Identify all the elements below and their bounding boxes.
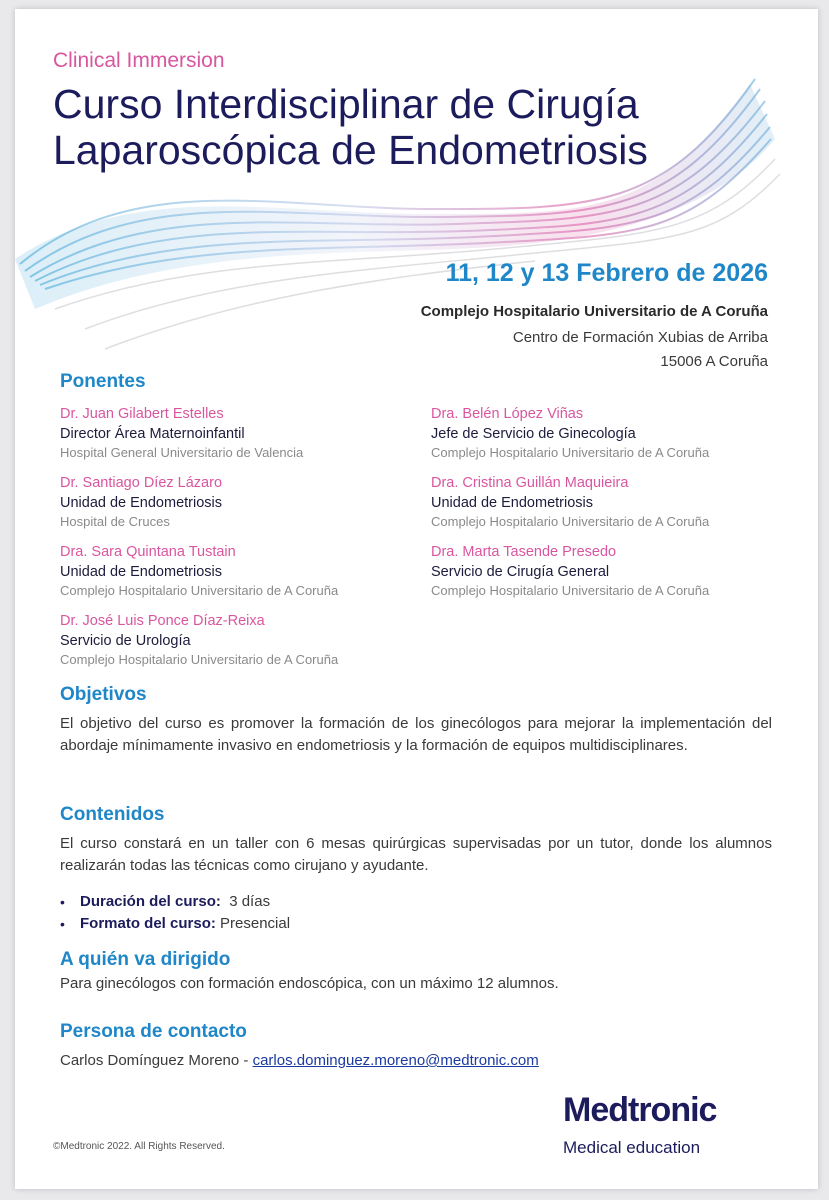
speaker-role: Servicio de Urología	[60, 633, 191, 649]
duration-value: 3 días	[229, 893, 271, 910]
contents-heading: Contenidos	[60, 804, 165, 825]
format-label: Formato del curso:	[80, 915, 216, 932]
event-center: Centro de Formación Xubias de Arriba	[512, 329, 768, 346]
speaker-card	[60, 611, 420, 669]
event-dates: 11, 12 y 13 Febrero de 2026	[445, 259, 768, 287]
speaker-institution: Complejo Hospitalario Universitario de A Coruña	[60, 583, 339, 598]
speaker-name: Dr. Santiago Díez Lázaro	[60, 475, 223, 491]
speaker-role: Servicio de Cirugía General	[431, 564, 610, 580]
speaker-card	[60, 542, 420, 600]
speaker-role: Unidad de Endometriosis	[431, 495, 594, 511]
speaker-institution: Complejo Hospitalario Universitario de A Coruña	[431, 514, 710, 529]
contact-name: Carlos Domínguez Moreno -	[60, 1052, 249, 1069]
medtronic-logo: Medtronic	[563, 1091, 717, 1129]
speaker-role: Unidad de Endometriosis	[60, 564, 223, 580]
list-item	[60, 913, 290, 935]
objectives-text: El objetivo del curso es promover la formación de los ginecólogos para mejorar la implementación del abordaje mínimamente invasivo en endometriosis y la formación de equipos multidisciplinares.	[60, 715, 772, 754]
audience-heading: A quién va dirigido	[60, 949, 231, 970]
objectives-heading: Objetivos	[60, 684, 147, 705]
contents-text: El curso constará en un taller con 6 mesas quirúrgicas supervisadas por un tutor, donde los alumnos realizarán todas las técnicas como cirujano y ayudante.	[60, 835, 772, 874]
bullet-icon: •	[60, 894, 65, 910]
speaker-card	[431, 542, 791, 600]
speaker-card	[431, 404, 791, 462]
title-line-2: Laparoscópica de Endometriosis	[53, 127, 648, 173]
logo-subtitle: Medical education	[563, 1138, 701, 1157]
page-title	[53, 81, 648, 173]
contact-line	[60, 1052, 539, 1069]
speaker-institution: Complejo Hospitalario Universitario de A Coruña	[431, 583, 710, 598]
audience-text: Para ginecólogos con formación endoscópica, con un máximo 12 alumnos.	[60, 975, 559, 992]
subtitle: Clinical Immersion	[53, 49, 225, 72]
speaker-name: Dra. Sara Quintana Tustain	[60, 544, 236, 560]
speaker-card	[60, 404, 420, 462]
speaker-name: Dra. Cristina Guillán Maquieira	[431, 475, 629, 491]
contact-email-link[interactable]: carlos.dominguez.moreno@medtronic.com	[252, 1052, 539, 1069]
speaker-institution: Complejo Hospitalario Universitario de A Coruña	[431, 445, 710, 460]
list-item	[60, 891, 290, 913]
event-venue: Complejo Hospitalario Universitario de A Coruña	[420, 303, 768, 320]
speaker-institution: Hospital de Cruces	[60, 514, 170, 529]
speaker-institution: Complejo Hospitalario Universitario de A Coruña	[60, 652, 339, 667]
duration-label: Duración del curso:	[80, 893, 221, 910]
contact-heading: Persona de contacto	[60, 1021, 247, 1042]
flyer-page	[15, 9, 818, 1189]
speaker-name: Dra. Marta Tasende Presedo	[431, 544, 617, 560]
speaker-card	[431, 473, 791, 531]
speaker-name: Dr. José Luis Ponce Díaz-Reixa	[60, 613, 265, 629]
event-postal: 15006 A Coruña	[660, 353, 768, 370]
title-line-1: Curso Interdisciplinar de Cirugía	[53, 81, 639, 127]
speaker-role: Jefe de Servicio de Ginecología	[431, 426, 636, 442]
speaker-card	[60, 473, 420, 531]
bullet-icon: •	[60, 916, 65, 932]
course-details-list	[60, 891, 290, 935]
speaker-name: Dra. Belén López Viñas	[431, 406, 584, 422]
speaker-role: Unidad de Endometriosis	[60, 495, 223, 511]
speaker-institution: Hospital General Universitario de Valencia	[60, 445, 304, 460]
format-value: Presencial	[220, 915, 291, 932]
speaker-role: Director Área Maternoinfantil	[60, 426, 245, 442]
speaker-name: Dr. Juan Gilabert Estelles	[60, 406, 224, 422]
copyright: ©Medtronic 2022. All Rights Reserved.	[53, 1141, 225, 1152]
speakers-heading: Ponentes	[60, 371, 146, 392]
